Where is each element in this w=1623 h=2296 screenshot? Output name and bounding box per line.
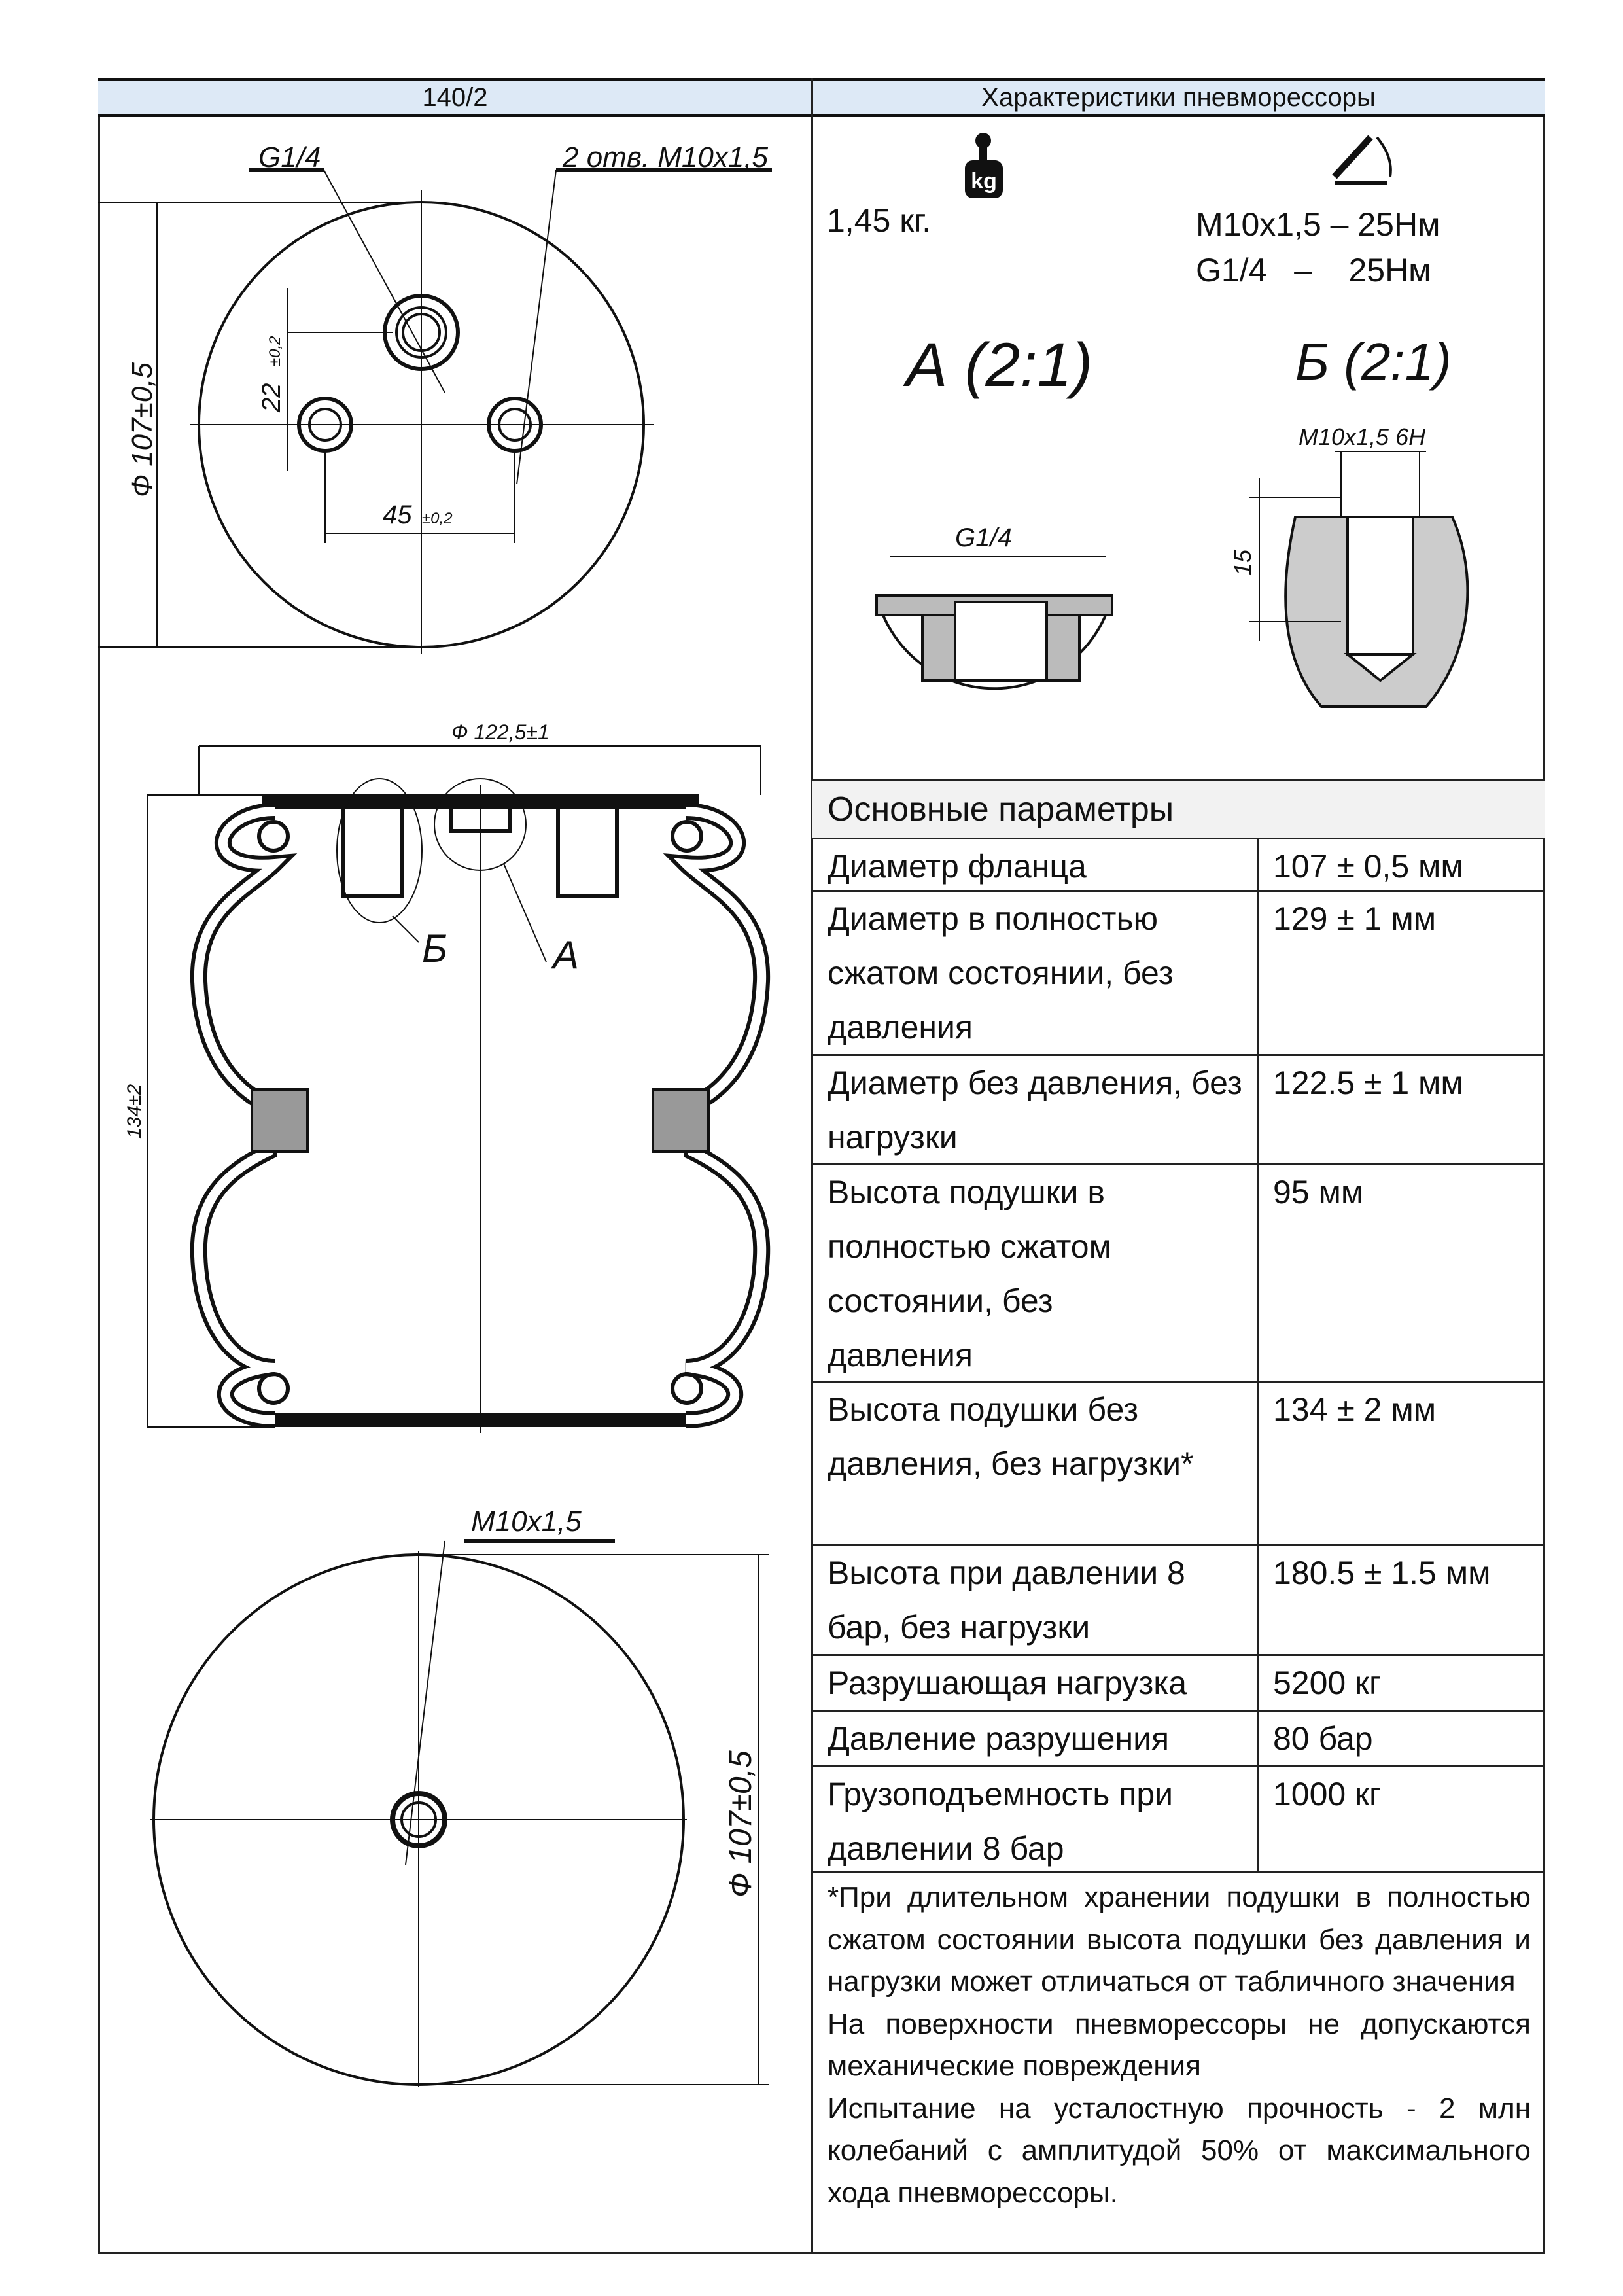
label-dim-22: 22 — [257, 383, 286, 412]
detail-b-title: Б (2:1) — [1295, 332, 1452, 391]
note-fatigue: Испытание на усталостную прочность - 2 млн колебаний с амплитудой 50% от максимального хода пневморессоры. — [828, 2092, 1531, 2209]
svg-text:kg: kg — [971, 169, 997, 194]
callout-b: Б — [422, 927, 448, 970]
girdle-ring-left — [252, 1089, 307, 1152]
label-bottom-thread: M10x1,5 — [471, 1506, 582, 1538]
param-row: Диаметр фланца 107 ± 0,5 мм — [812, 838, 1545, 890]
param-row: Разрушающая нагрузка 5200 кг — [812, 1654, 1545, 1710]
param-row: Давление разрушения 80 бар — [812, 1710, 1545, 1765]
note-surface: На поверхности пневморессоры не допускаются механические повреждения — [828, 2007, 1531, 2082]
notes — [828, 1877, 1531, 2214]
param-row: Высота при давлении 8 бар, без нагрузки 180.5 ± 1.5 мм — [812, 1544, 1545, 1654]
torque-wrench-icon — [1335, 137, 1391, 183]
label-g14: G1/4 — [258, 141, 321, 173]
label-dim-22-tol: ±0,2 — [266, 336, 284, 366]
detail-b-label: M10x1,5 6H — [1299, 423, 1426, 450]
callout-a: А — [553, 933, 580, 977]
label-dim-45: 45 — [383, 501, 412, 529]
detail-a-label: G1/4 — [955, 523, 1012, 552]
params-title: Основные параметры — [812, 779, 1545, 838]
param-row: Диаметр без давления, без нагрузки 122.5 ± 1 мм — [812, 1054, 1545, 1163]
detail-b-dim: 15 — [1229, 549, 1256, 576]
girdle-ring-right — [653, 1089, 708, 1152]
section-title: Характеристики пневморессоры — [981, 82, 1376, 112]
detail-a-title: А (2:1) — [906, 330, 1093, 400]
label-side-height: 134±2 — [124, 1084, 145, 1139]
torque-g14: G1/4 – 25Нм — [1196, 252, 1431, 289]
param-row: Высота подушки в полностью сжатом состоянии, без давления 95 мм — [812, 1163, 1545, 1381]
model-number: 140/2 — [422, 82, 488, 112]
torque-m10: M10x1,5 – 25Нм — [1196, 206, 1440, 243]
weight-icon — [965, 133, 1003, 198]
label-bottom-diameter: Ф 107±0,5 — [724, 1750, 758, 1898]
param-row: Грузоподъемность при давлении 8 бар 1000 кг — [812, 1765, 1545, 1873]
note-storage: *При длительном хранении подушки в полностью сжатом состоянии высота подушки без давления и нагрузки может отличаться от табличного значения — [828, 1881, 1531, 1998]
label-holes: 2 отв. M10x1,5 — [563, 141, 768, 173]
param-row: Высота подушки без давления, без нагрузки* 134 ± 2 мм — [812, 1381, 1545, 1544]
param-row: Диаметр в полностью сжатом состоянии, без давления 129 ± 1 мм — [812, 890, 1545, 1054]
label-dim-45-tol: ±0,2 — [422, 510, 453, 527]
weight-value: 1,45 кг. — [827, 202, 932, 239]
label-top-diameter: Ф 107±0,5 — [126, 362, 158, 497]
label-side-diameter: Ф 122,5±1 — [451, 720, 550, 744]
